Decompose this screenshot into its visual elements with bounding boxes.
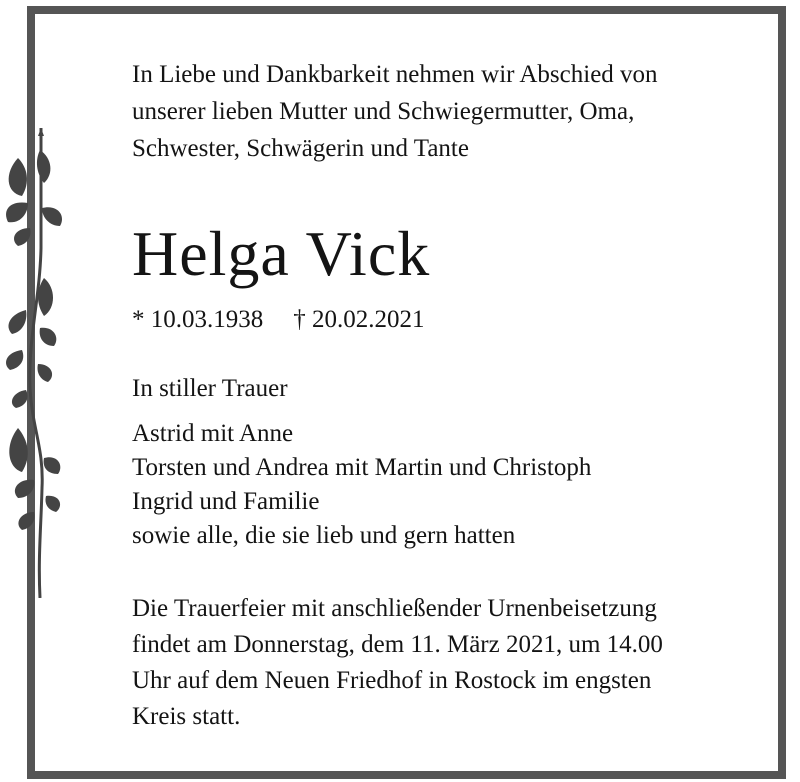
intro-text [132, 56, 658, 167]
intro-line: In Liebe und Dankbarkeit nehmen wir Abschied von [132, 61, 658, 88]
leaf-vine-icon [0, 128, 70, 598]
funeral-line: findet am Donnerstag, dem 11. März 2021, um 14.00 [132, 631, 663, 658]
funeral-line: Die Trauerfeier mit anschließender Urnenbeisetzung [132, 595, 657, 622]
intro-line: unserer lieben Mutter und Schwiegermutter, Oma, [132, 98, 635, 125]
mourner-line: sowie alle, die sie lieb und gern hatten [132, 522, 516, 549]
intro-line: Schwester, Schwägerin und Tante [132, 135, 469, 162]
birth-date: * 10.03.1938 [132, 306, 264, 333]
funeral-notice [132, 591, 663, 735]
life-dates [132, 301, 425, 338]
mourner-line: Torsten und Andrea mit Martin und Christoph [132, 454, 592, 481]
mourning-heading: In stiller Trauer [132, 375, 288, 402]
mourner-line: Ingrid und Familie [132, 488, 320, 515]
funeral-line: Kreis statt. [132, 703, 241, 730]
funeral-line: Uhr auf dem Neuen Friedhof in Rostock im engsten [132, 667, 652, 694]
death-date: † 20.02.2021 [293, 306, 425, 333]
mourners-list [132, 417, 591, 553]
mourner-line: Astrid mit Anne [132, 420, 294, 447]
deceased-name: Helga Vick [132, 218, 431, 289]
